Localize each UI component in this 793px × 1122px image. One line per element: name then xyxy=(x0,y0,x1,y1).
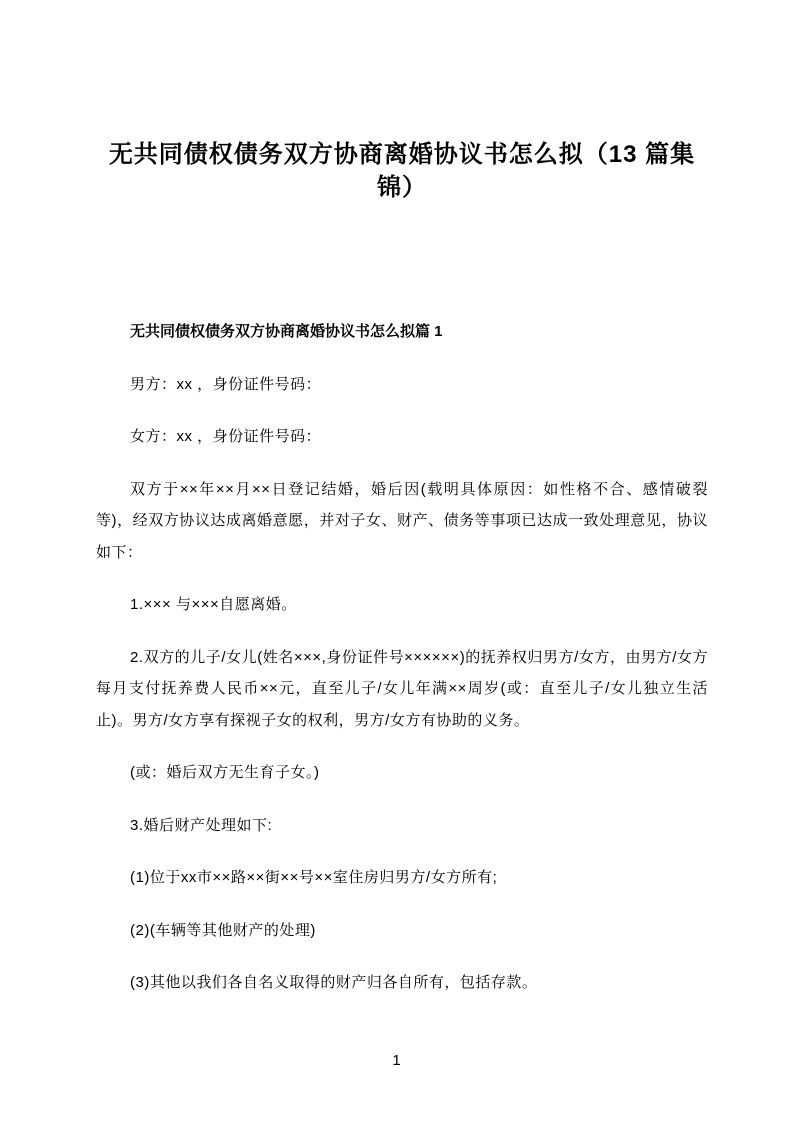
paragraph-clause-3-item-2: (2)(车辆等其他财产的处理) xyxy=(130,921,316,939)
section-heading: 无共同债权债务双方协商离婚协议书怎么拟篇 1 xyxy=(130,323,443,340)
paragraph-clause-2: 2.双方的儿子/女儿(姓名×××,身份证件号××××××)的抚养权归男方/女方，由男方/女方每月支付抚养费人民币××元，直至儿子/女儿年满××周岁(或：直至儿子/女儿独立生活止)。男方/女方享有探视子女的权利，男方/女方有协助的义务。 xyxy=(96,648,708,729)
paragraph-party-female: 女方：xx ，身份证件号码： xyxy=(130,428,322,445)
page-number: 1 xyxy=(392,1052,401,1069)
paragraph-clause-3-item-1: (1)位于xx市××路××街××号××室住房归男方/女方所有; xyxy=(130,869,498,886)
paragraph-clause-1: 1.××× 与×××自愿离婚。 xyxy=(130,596,297,613)
document-title: 无共同债权债务双方协商离婚协议书怎么拟（13 篇集锦） xyxy=(108,141,696,201)
paragraph-preamble: 双方于××年××月××日登记结婚，婚后因(载明具体原因：如性格不合、感情破裂等)，经双方协议达成离婚意愿，并对子女、财产、债务等事项已达成一致处理意见，协议如下： xyxy=(96,480,708,561)
paragraph-clause-3: 3.婚后财产处理如下: xyxy=(130,816,273,834)
paragraph-clause-3-item-3: (3)其他以我们各自名义取得的财产归各自所有，包括存款。 xyxy=(130,974,538,991)
document-content xyxy=(96,0,708,999)
paragraph-clause-2-alt: (或：婚后双方无生育子女。) xyxy=(130,764,320,781)
paragraph-party-male: 男方：xx ，身份证件号码： xyxy=(130,375,322,393)
